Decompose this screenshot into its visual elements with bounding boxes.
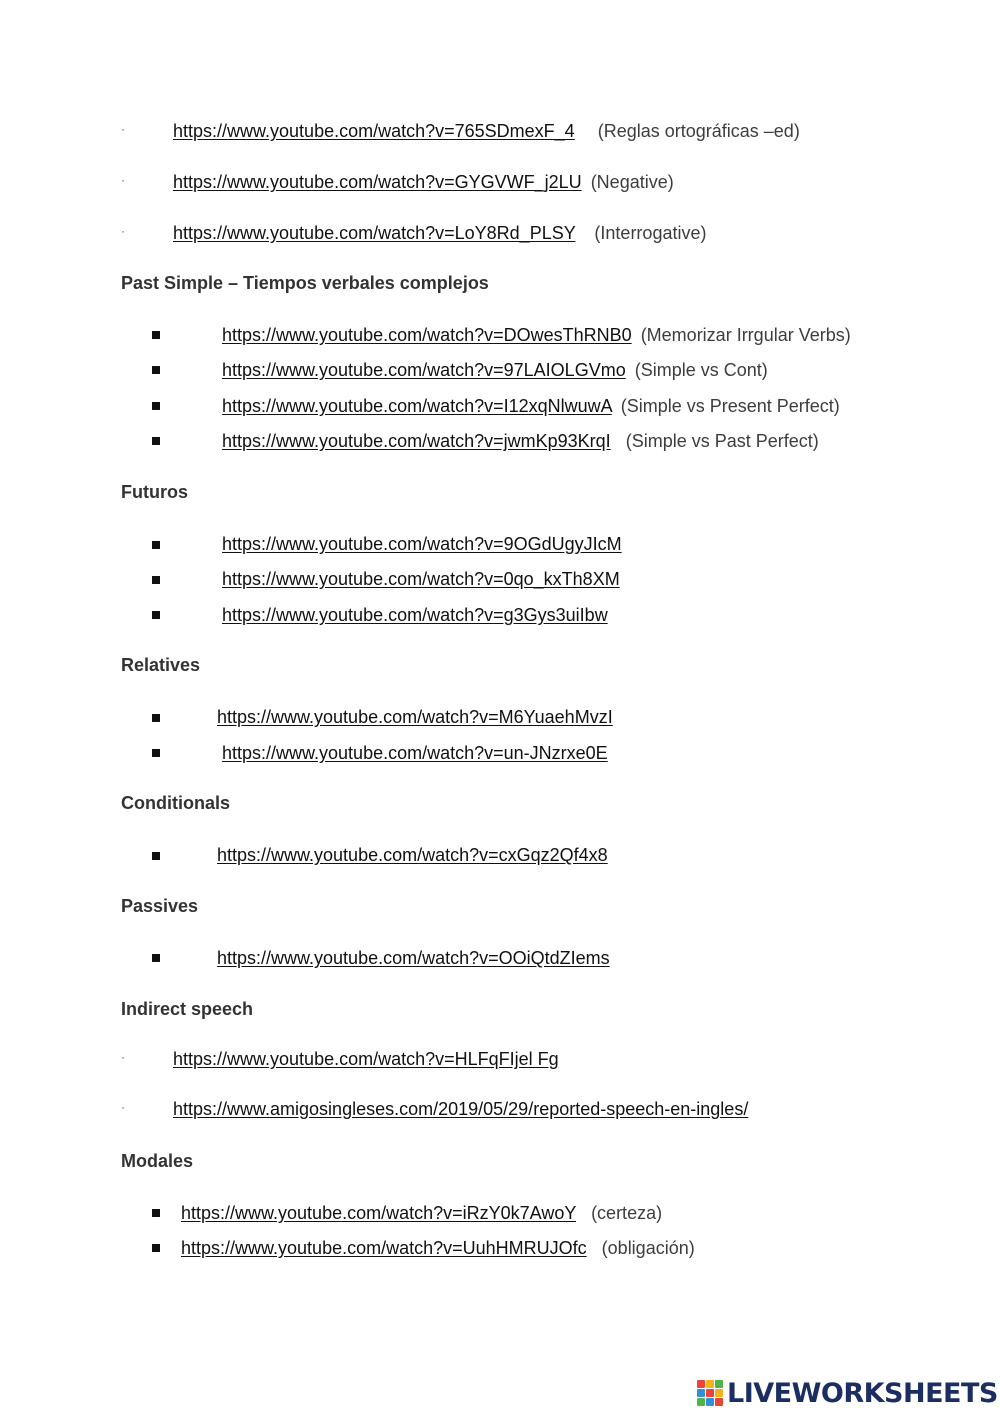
section-heading: Futuros xyxy=(121,482,188,502)
section-heading: Past Simple – Tiempos verbales complejos xyxy=(121,273,489,293)
bullet-square xyxy=(152,1209,160,1217)
liveworksheets-logo xyxy=(697,1378,998,1408)
link-note: (Simple vs Present Perfect) xyxy=(620,396,840,416)
bullet-dot: · xyxy=(121,1050,125,1064)
list-item xyxy=(222,533,622,555)
bullet-square xyxy=(152,714,160,722)
section-heading: Passives xyxy=(121,896,199,916)
list-item xyxy=(222,395,840,417)
section-heading: Indirect speech xyxy=(121,999,254,1019)
list-item xyxy=(222,568,620,590)
list-item xyxy=(222,742,608,764)
video-link[interactable]: https://www.youtube.com/watch?v=g3Gys3uiIbw xyxy=(222,605,608,625)
link-note: (Negative) xyxy=(590,172,674,192)
video-link[interactable]: https://www.youtube.com/watch?v=LoY8Rd_PLSY xyxy=(173,223,576,243)
list-item xyxy=(217,706,613,728)
list-item xyxy=(173,1098,748,1120)
bullet-square xyxy=(152,749,160,757)
video-link[interactable]: https://www.youtube.com/watch?v=I12xqNlwuwA xyxy=(222,396,612,416)
video-link[interactable]: https://www.youtube.com/watch?v=cxGqz2Qf4x8 xyxy=(217,845,608,865)
bullet-square xyxy=(152,541,160,549)
list-item xyxy=(222,324,851,346)
video-link[interactable]: https://www.youtube.com/watch?v=OOiQtdZIems xyxy=(217,948,610,968)
link-note: (obligación) xyxy=(601,1238,695,1258)
video-link[interactable]: https://www.youtube.com/watch?v=0qo_kxTh8XM xyxy=(222,569,620,589)
bullet-square xyxy=(152,366,160,374)
bullet-square xyxy=(152,402,160,410)
link-note: (Simple vs Past Perfect) xyxy=(625,431,819,451)
video-link[interactable]: https://www.youtube.com/watch?v=iRzY0k7AwoY xyxy=(181,1203,577,1223)
section-heading: Conditionals xyxy=(121,793,230,813)
video-link[interactable]: https://www.youtube.com/watch?v=DOwesThRNB0 xyxy=(222,325,632,345)
bullet-square xyxy=(152,576,160,584)
link-note: (Simple vs Cont) xyxy=(634,360,768,380)
web-link[interactable]: https://www.amigosingleses.com/2019/05/29/reported-speech-en-ingles/ xyxy=(173,1099,749,1119)
list-item xyxy=(181,1202,662,1224)
video-link[interactable]: https://www.youtube.com/watch?v=M6YuaehMvzI xyxy=(217,707,613,727)
video-link[interactable]: https://www.youtube.com/watch?v=un-JNzrxe0E xyxy=(222,743,608,763)
section-heading: Modales xyxy=(121,1151,194,1171)
list-item xyxy=(217,947,610,969)
list-item xyxy=(222,430,819,452)
list-item xyxy=(222,604,608,626)
video-link[interactable]: https://www.youtube.com/watch?v=97LAIOLGVmo xyxy=(222,360,626,380)
link-note: (Memorizar Irrgular Verbs) xyxy=(640,325,851,345)
bullet-square xyxy=(152,954,160,962)
video-link[interactable]: https://www.youtube.com/watch?v=9OGdUgyJIcM xyxy=(222,534,622,554)
list-item xyxy=(173,1048,559,1070)
logo-text: LIVEWORKSHEETS xyxy=(727,1377,998,1409)
link-note: (Reglas ortográficas –ed) xyxy=(597,121,800,141)
bullet-square xyxy=(152,852,160,860)
video-link[interactable]: https://www.youtube.com/watch?v=HLFqFIjel Fg xyxy=(173,1049,559,1069)
bullet-square xyxy=(152,437,160,445)
list-item xyxy=(173,222,706,244)
bullet-dot: · xyxy=(121,1100,125,1114)
section-heading: Relatives xyxy=(121,655,201,675)
bullet-dot: · xyxy=(121,122,125,136)
bullet-square xyxy=(152,331,160,339)
link-note: (certeza) xyxy=(591,1203,663,1223)
list-item xyxy=(217,844,608,866)
list-item xyxy=(173,171,674,193)
video-link[interactable]: https://www.youtube.com/watch?v=765SDmexF_4 xyxy=(173,121,575,141)
bullet-dot: · xyxy=(121,173,125,187)
video-link[interactable]: https://www.youtube.com/watch?v=GYGVWF_j2LU xyxy=(173,172,582,192)
bullet-dot: · xyxy=(121,224,125,238)
bullet-square xyxy=(152,611,160,619)
logo-grid-icon xyxy=(697,1380,723,1406)
video-link[interactable]: https://www.youtube.com/watch?v=UuhHMRUJOfc xyxy=(181,1238,587,1258)
video-link[interactable]: https://www.youtube.com/watch?v=jwmKp93KrqI xyxy=(222,431,611,451)
link-note: (Interrogative) xyxy=(594,223,707,243)
list-item xyxy=(173,120,800,142)
bullet-square xyxy=(152,1244,160,1252)
list-item xyxy=(181,1237,695,1259)
list-item xyxy=(222,359,768,381)
